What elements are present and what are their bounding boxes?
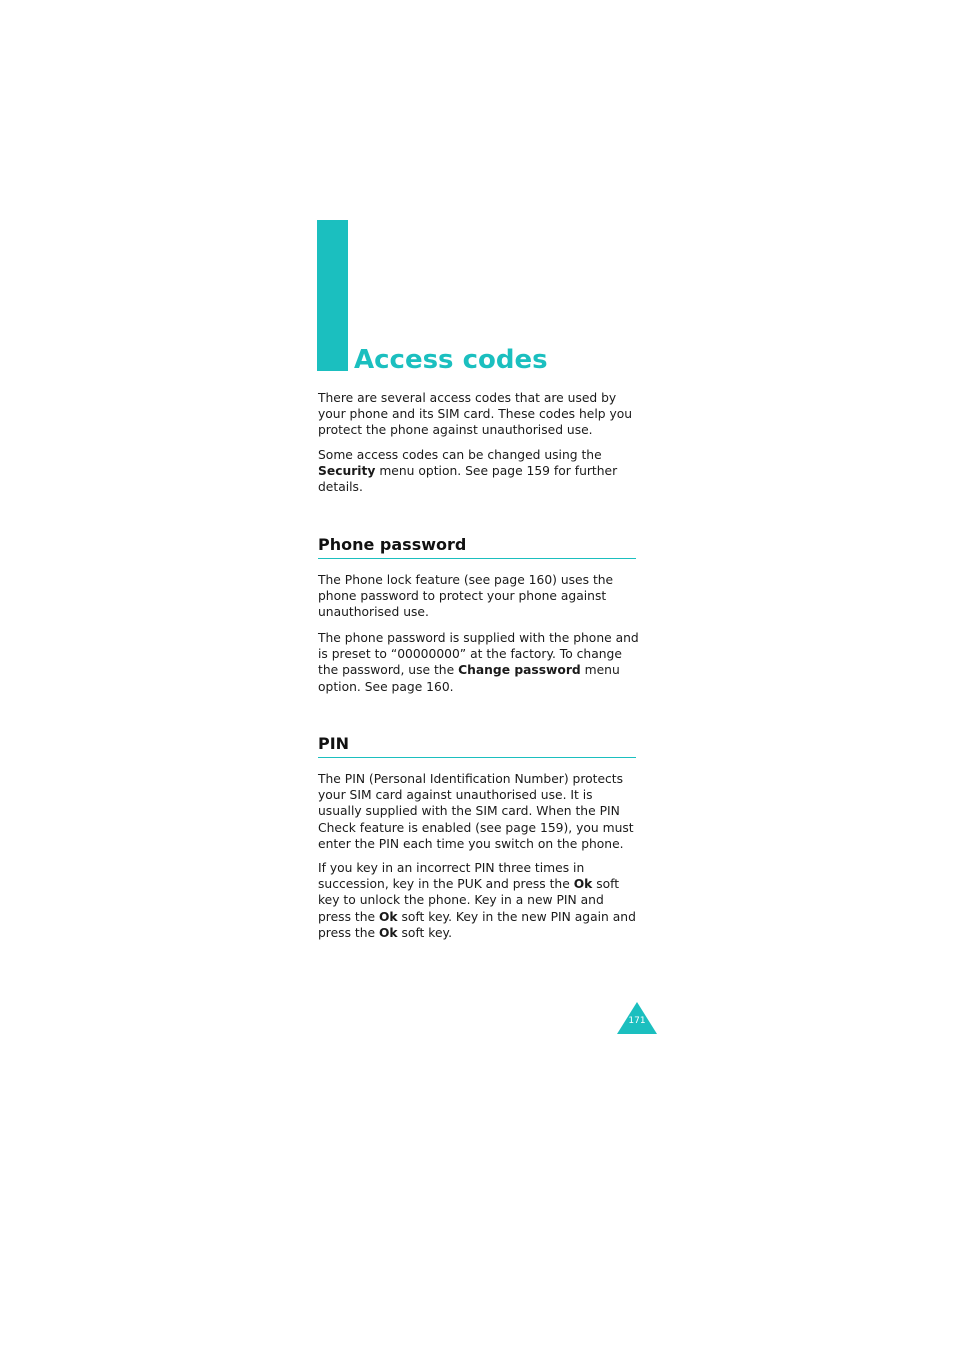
phone-password-heading: Phone password [318,535,636,559]
change-password-menu-term: Change password [458,663,581,678]
phone-password-paragraph-2: The phone password is supplied with the phone and is preset to “00000000” at the factory. To change the password, use the Change password menu option. See page 160. [318,631,639,694]
ok-key-term: Ok [573,877,593,892]
ok-key-term: Ok [378,925,398,940]
pin-heading: PIN [318,734,636,758]
page-title: Access codes [354,345,548,375]
phone-password-paragraph-1: The Phone lock feature (see page 160) uses the phone password to protect your phone against unauthorised use. [318,573,614,620]
page-number-marker [617,1002,657,1034]
chapter-accent-bar [317,220,348,371]
pin-paragraph-2: If you key in an incorrect PIN three times in succession, key in the PUK and press the Ok soft key to unlock the phone. Key in a new PIN and press the Ok soft key. Key in the new PIN again and press the Ok soft key. [318,861,636,940]
pin-paragraph-1: The PIN (Personal Identification Number) protects your SIM card against unauthorised use. It is usually supplied with the SIM card. When the PIN Check feature is enabled (see page 159), you must enter the PIN each time you switch on the phone. [318,772,634,851]
intro-paragraph-1: There are several access codes that are used by your phone and its SIM card. These codes help you protect the phone against unauthorised use. [318,391,633,438]
intro-paragraph-2: Some access codes can be changed using the Security menu option. See page 159 for further details. [318,448,618,495]
ok-key-term: Ok [378,909,398,924]
page-number: 171 [628,1016,646,1026]
security-menu-term: Security [318,464,376,479]
